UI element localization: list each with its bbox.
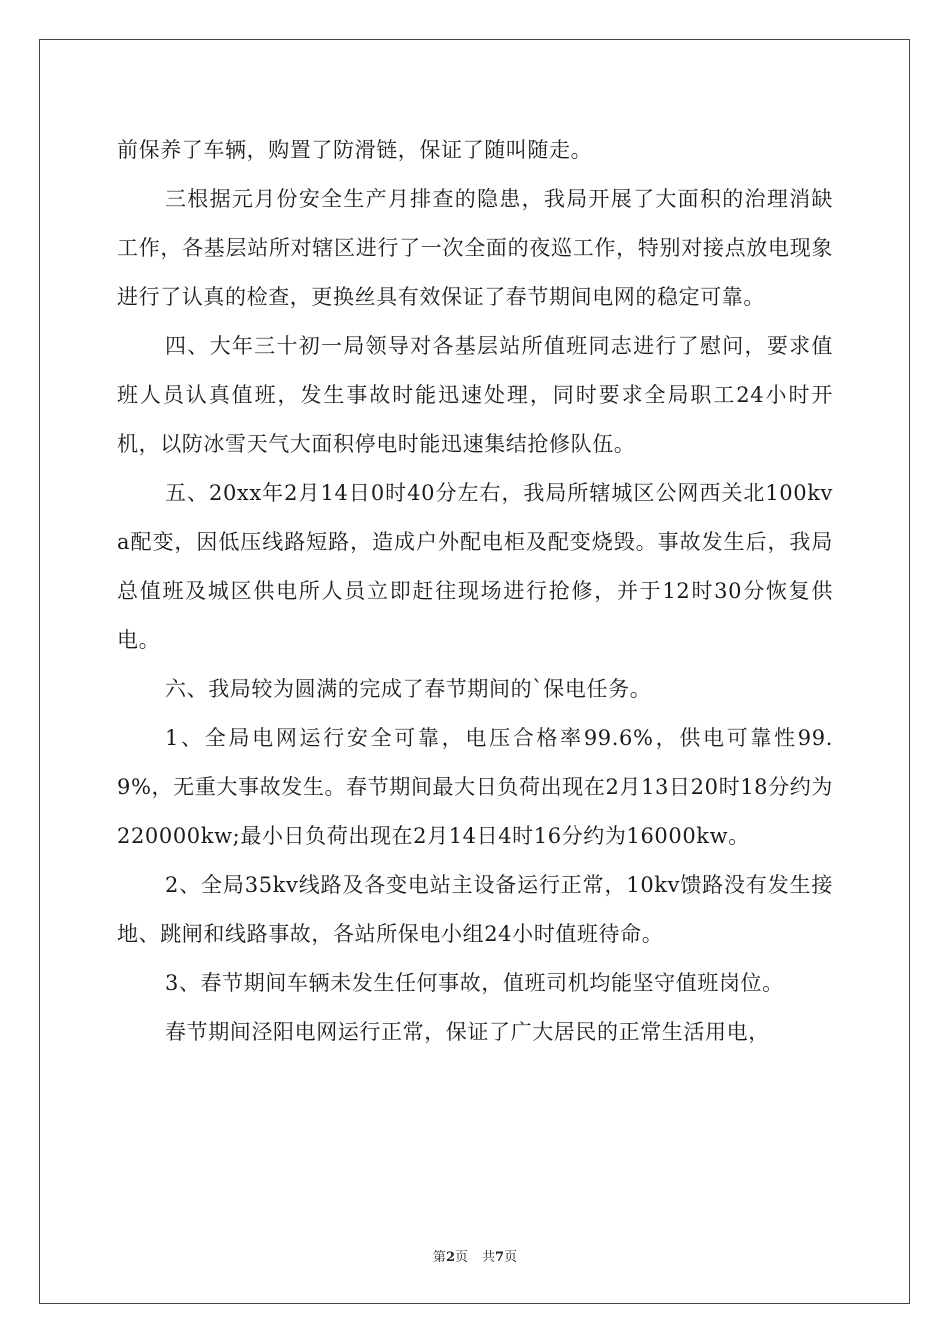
total-suffix: 页 — [504, 1250, 518, 1265]
paragraph-subitem-2: 2、全局35kv线路及各变电站主设备运行正常，10kv馈路没有发生接地、跳闸和线路事故，各站所保电小组24小时值班待命。 — [117, 873, 833, 946]
page-suffix: 页 — [454, 1250, 468, 1265]
paragraph-continuation: 前保养了车辆，购置了防滑链，保证了随叫随走。 — [117, 138, 593, 162]
paragraph-item-5: 五、20xx年2月14日0时40分左右，我局所辖城区公网西关北100kva配变，因低压线路短路，造成户外配电柜及配变烧毁。事故发生后，我局总值班及城区供电所人员立即赶往现场进行抢修，并于12时30分恢复供电。 — [117, 481, 833, 652]
page-footer — [0, 1246, 950, 1265]
document-body — [117, 126, 833, 1057]
paragraph-item-4: 四、大年三十初一局领导对各基层站所值班同志进行了慰问，要求值班人员认真值班，发生事故时能迅速处理，同时要求全局职工24小时开机，以防冰雪天气大面积停电时能迅速集结抢修队伍。 — [117, 334, 833, 456]
paragraph-subitem-1: 1、全局电网运行安全可靠，电压合格率99.6%，供电可靠性99.9%，无重大事故发生。春节期间最大日负荷出现在2月13日20时18分约为220000kw;最小日负荷出现在2月14日4时16分约为16000kw。 — [117, 726, 833, 848]
paragraph-item-6: 六、我局较为圆满的完成了春节期间的`保电任务。 — [165, 677, 652, 701]
page-total-number: 7 — [495, 1250, 505, 1265]
paragraph-subitem-3: 3、春节期间车辆未发生任何事故，值班司机均能坚守值班岗位。 — [165, 971, 784, 995]
paragraph-summary: 春节期间泾阳电网运行正常，保证了广大居民的正常生活用电， — [165, 1020, 770, 1044]
total-prefix: 共 — [482, 1250, 496, 1265]
page-prefix: 第 — [432, 1250, 446, 1265]
paragraph-item-3: 三根据元月份安全生产月排查的隐患，我局开展了大面积的治理消缺工作，各基层站所对辖区进行了一次全面的夜巡工作，特别对接点放电现象进行了认真的检查，更换丝具有效保证了春节期间电网的稳定可靠。 — [117, 187, 833, 309]
page-current-number: 2 — [445, 1250, 455, 1265]
